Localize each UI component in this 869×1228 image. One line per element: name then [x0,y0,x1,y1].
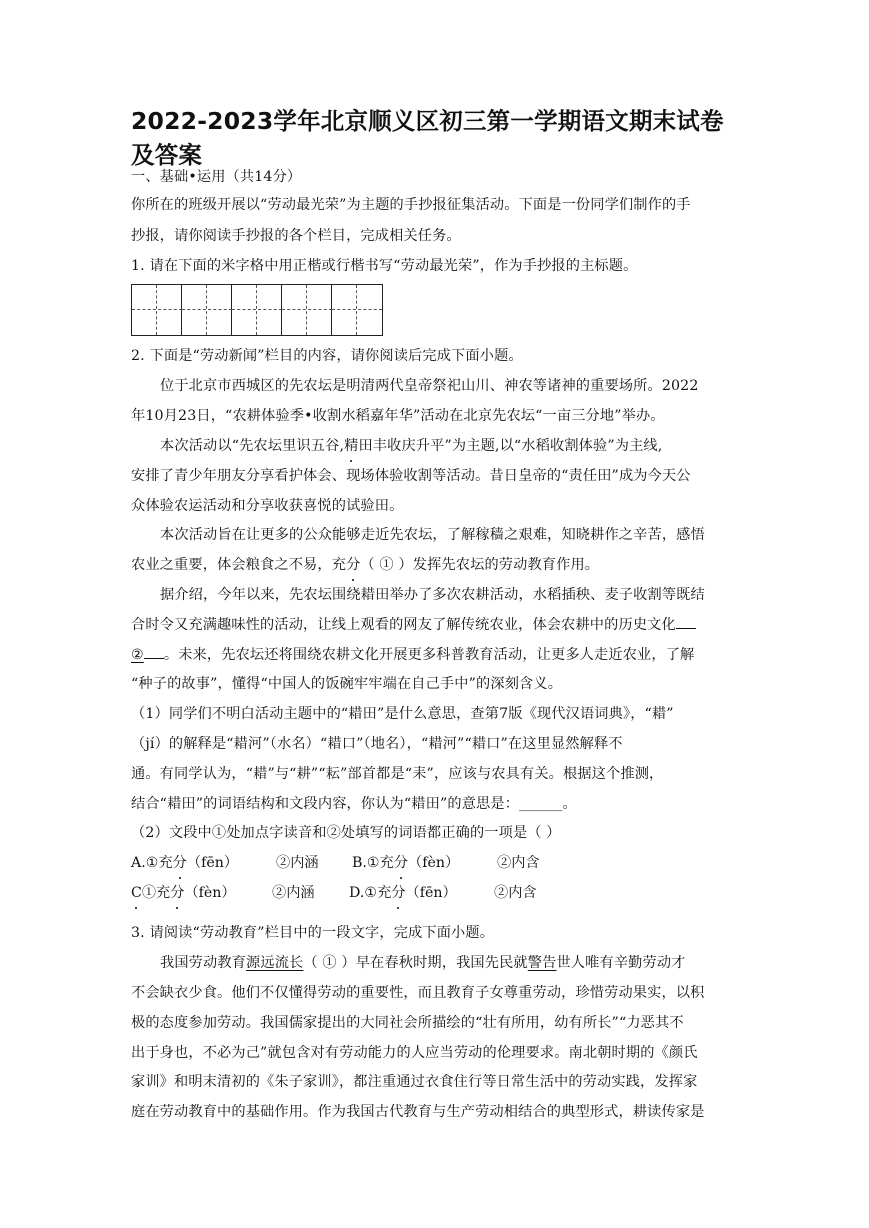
labor-para-line-3: 极的态度参加劳动。我国儒家提出的大同社会所描绘的“壮有所用，幼有所长”“力恶其不 [131,1015,684,1031]
news-para-1-line-1: 位于北京市西城区的先农坛是明清两代皇帝祭祀山川、神农等诸神的重要场所。2022 [160,378,699,394]
text-segment: （ ① ）发挥先农坛的劳动教育作用。 [360,557,600,573]
text-segment: （ ① ）早在春秋时期，我国先民就 [303,955,528,971]
dotted-char: 分 [394,852,408,874]
text-segment: 世人唯有辛勤劳动才 [556,955,686,971]
labor-para-line-5: 家训》和明末清初的《朱子家训》，都注重通过衣食住行等日常生活中的劳动实践，发挥家 [131,1074,698,1090]
grid-cell[interactable] [182,285,232,335]
intro-line-1: 你所在的班级开展以“劳动最光荣”为主题的手抄报征集活动。下面是一份同学们制作的手 [131,197,691,213]
intro-line-2: 抄报，请你阅读手抄报的各个栏目，完成相关任务。 [131,228,461,244]
question-1: 1. 请在下面的米字格中用正楷或行楷书写“劳动最光荣”，作为手抄报的主标题。 [131,258,638,274]
news-para-1-line-2: 年10月23日，“农耕体验季•收割水稻嘉年华”活动在北京先农坛“一亩三分地”举办。 [131,408,665,424]
text-segment: B.①充 [352,855,394,871]
grid-cell[interactable] [282,285,332,335]
grid-cell[interactable] [332,285,382,335]
sub-question-1-line-1: （1）同学们不明白活动主题中的“耤田”是什么意思，查第7版《现代汉语词典》，“耤” [131,706,674,722]
sub-question-1-line-3: 通。有同学认为，“耤”与“耕”“耘”部首都是“耒”，应该与农具有关。根据这个推测， [131,766,664,782]
option-d[interactable] [349,882,457,904]
text-segment: 田丰收庆升平”为主题,以“水稻收割体验”为主线, [358,438,663,454]
labor-para-line-2: 不会缺衣少食。他们不仅懂得劳动的重要性，而且教育子女尊重劳动，珍惜劳动果实，以积 [131,985,705,1001]
option-d-word: ②内含 [494,885,537,901]
dotted-char: 分 [173,852,187,874]
news-para-4-line-2 [131,614,743,636]
underlined-word: 警告 [527,955,557,971]
text-segment: 。未来，先农坛还将围绕农耕文化开展更多科普教育活动，让更多人走近农业，了解 [163,647,695,663]
text-segment: （fēn） [186,855,239,871]
dotted-char: 精 [344,435,358,457]
text-segment: 我国劳动教育 [160,955,247,971]
text-segment: A.①充 [131,855,173,871]
text-segment: 本次活动以“先农坛里识五谷, [160,438,345,454]
option-b[interactable] [352,852,459,874]
text-segment: 农业之重要，体会粮食之不易，充 [131,557,347,573]
news-para-3-line-1: 本次活动旨在让更多的公众能够走近先农坛，了解稼穑之艰难，知晓耕作之辛苦，感悟 [160,527,705,543]
dotted-char: 分 [170,882,184,904]
dotted-char: 分 [391,882,405,904]
labor-para-line-6: 庭在劳动教育中的基础作用。作为我国古代教育与生产劳动相结合的典型形式，耕读传家是 [131,1104,705,1120]
option-a[interactable] [131,852,238,874]
text-segment: D.①充 [349,885,392,901]
text-segment: （fèn） [184,885,236,901]
option-c[interactable] [131,882,236,904]
sub-question-1-line-4: 结合“耤田”的词语结构和文段内容，你认为“耤田”的意思是：______。 [131,796,577,812]
answer-blank[interactable] [676,614,696,629]
underlined-word: 源远流长 [246,955,304,971]
writing-grid[interactable] [131,284,383,336]
dotted-char: C [131,882,142,904]
sub-question-2: （2）文段中①处加点字读音和②处填写的词语都正确的一项是（ ） [131,825,561,841]
dotted-char: 分 [346,554,360,576]
news-para-4-line-1: 据介绍，今年以来，先农坛围绕耤田举办了多次农耕活动，水稻插秧、麦子收割等既结 [160,587,705,603]
option-c-word: ②内涵 [272,885,315,901]
option-a-word: ②内涵 [276,855,319,871]
news-para-4-line-3 [131,644,743,666]
text-segment: （fēn） [405,885,457,901]
blank-marker-2: ② [131,647,144,663]
sub-question-1-line-2: （jí）的解释是“耤河”（水名）“耤口”（地名），“耤河”“耤口”在这里显然解释不 [131,736,623,752]
news-para-4-line-4: “种子的故事”，懂得“中国人的饭碗牢牢端在自己手中”的深刻含义。 [131,676,563,692]
text-segment: 合时令又充满趣味性的活动，让线上观看的网友了解传统农业，体会农耕中的历史文化 [131,617,676,633]
news-para-3-line-2 [131,554,743,576]
section-heading: 一、基础•运用（共14分） [131,169,302,185]
news-para-2-line-1 [160,435,743,457]
question-3: 3. 请阅读“劳动教育”栏目中的一段文字，完成下面小题。 [131,925,495,941]
labor-para-line-4: 出于身也，不必为己”就包含对有劳动能力的人应当劳动的伦理要求。南北朝时期的《颜氏 [131,1045,698,1061]
text-segment: ①充 [141,885,171,901]
page-title: 2022-2023学年北京顺义区初三第一学期语文期末试卷及答案 [131,107,724,169]
labor-para-line-1 [160,952,743,974]
answer-blank[interactable] [144,644,164,659]
news-para-2-line-3: 众体验农运活动和分享收获喜悦的试验田。 [131,498,404,514]
option-b-word: ②内含 [497,855,540,871]
grid-cell[interactable] [232,285,282,335]
news-para-2-line-2: 安排了青少年朋友分享看护体会、现场体验收割等活动。昔日皇帝的“责任田”成为今天公 [131,468,691,484]
question-2: 2. 下面是“劳动新闻”栏目的内容，请你阅读后完成下面小题。 [131,348,523,364]
grid-cell[interactable] [132,285,182,335]
text-segment: （fèn） [408,855,460,871]
